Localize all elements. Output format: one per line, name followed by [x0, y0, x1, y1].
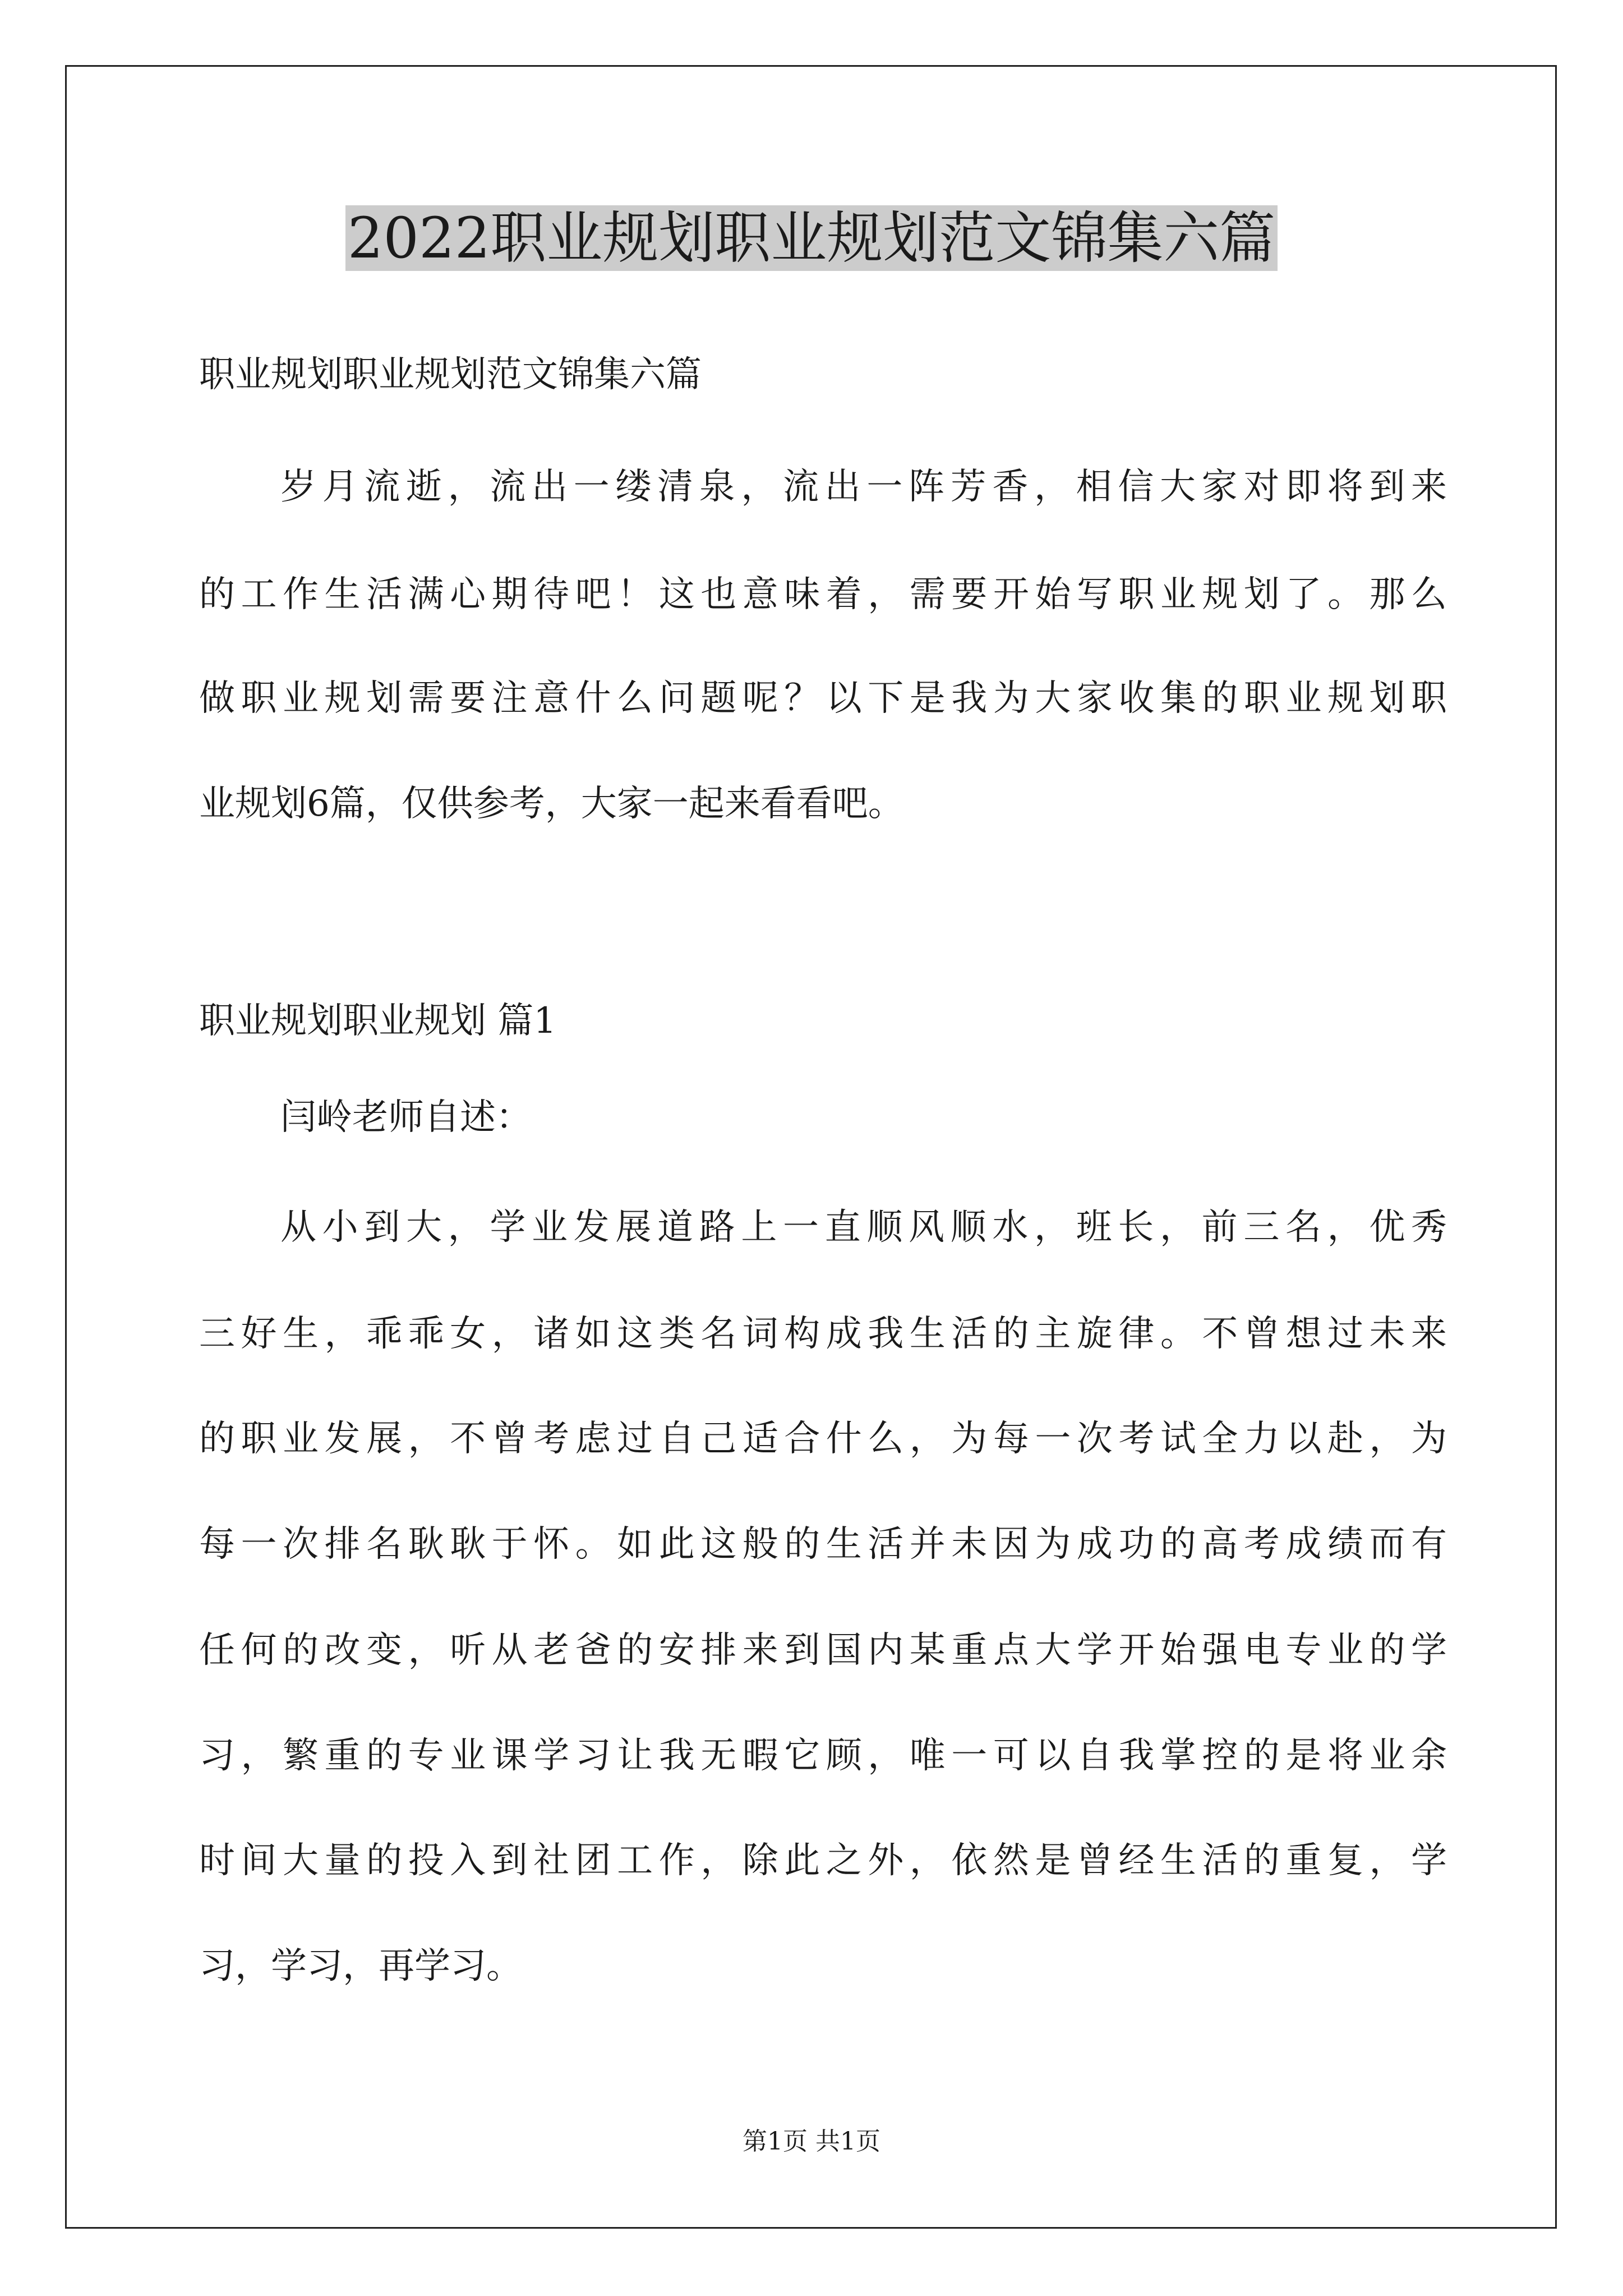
document-subtitle: 职业规划职业规划范文锦集六篇	[199, 354, 702, 395]
document-title: 2022职业规划职业规划范文锦集六篇	[0, 202, 1623, 275]
section-author: 闫岭老师自述：	[280, 1097, 532, 1138]
section-heading: 职业规划职业规划 篇1	[199, 1000, 557, 1042]
body-line: 时间大量的投入到社团工作，除此之外，依然是曾经生活的重复，学	[199, 1840, 1447, 1881]
intro-line: 岁月流逝，流出一缕清泉，流出一阵芳香，相信大家对即将到来	[280, 466, 1447, 508]
body-line: 习，学习，再学习。	[199, 1945, 522, 1987]
intro-line: 的工作生活满心期待吧！这也意味着，需要开始写职业规划了。那么	[199, 574, 1447, 615]
body-line: 从小到大，学业发展道路上一直顺风顺水，班长，前三名，优秀	[280, 1207, 1447, 1248]
body-line: 每一次排名耿耿于怀。如此这般的生活并未因为成功的高考成绩而有	[199, 1524, 1447, 1565]
intro-line: 业规划6篇，仅供参考，大家一起来看看吧。	[199, 783, 904, 825]
body-line: 三好生，乖乖女，诸如这类名词构成我生活的主旋律。不曾想过未来	[199, 1313, 1447, 1355]
intro-line: 做职业规划需要注意什么问题呢？以下是我为大家收集的职业规划职	[199, 678, 1447, 719]
body-line: 习，繁重的专业课学习让我无暇它顾，唯一可以自我掌控的是将业余	[199, 1735, 1447, 1777]
page-footer: 第1页 共1页	[743, 2127, 880, 2156]
body-line: 的职业发展，不曾考虑过自己适合什么，为每一次考试全力以赴，为	[199, 1418, 1447, 1460]
body-line: 任何的改变，听从老爸的安排来到国内某重点大学开始强电专业的学	[199, 1630, 1447, 1671]
